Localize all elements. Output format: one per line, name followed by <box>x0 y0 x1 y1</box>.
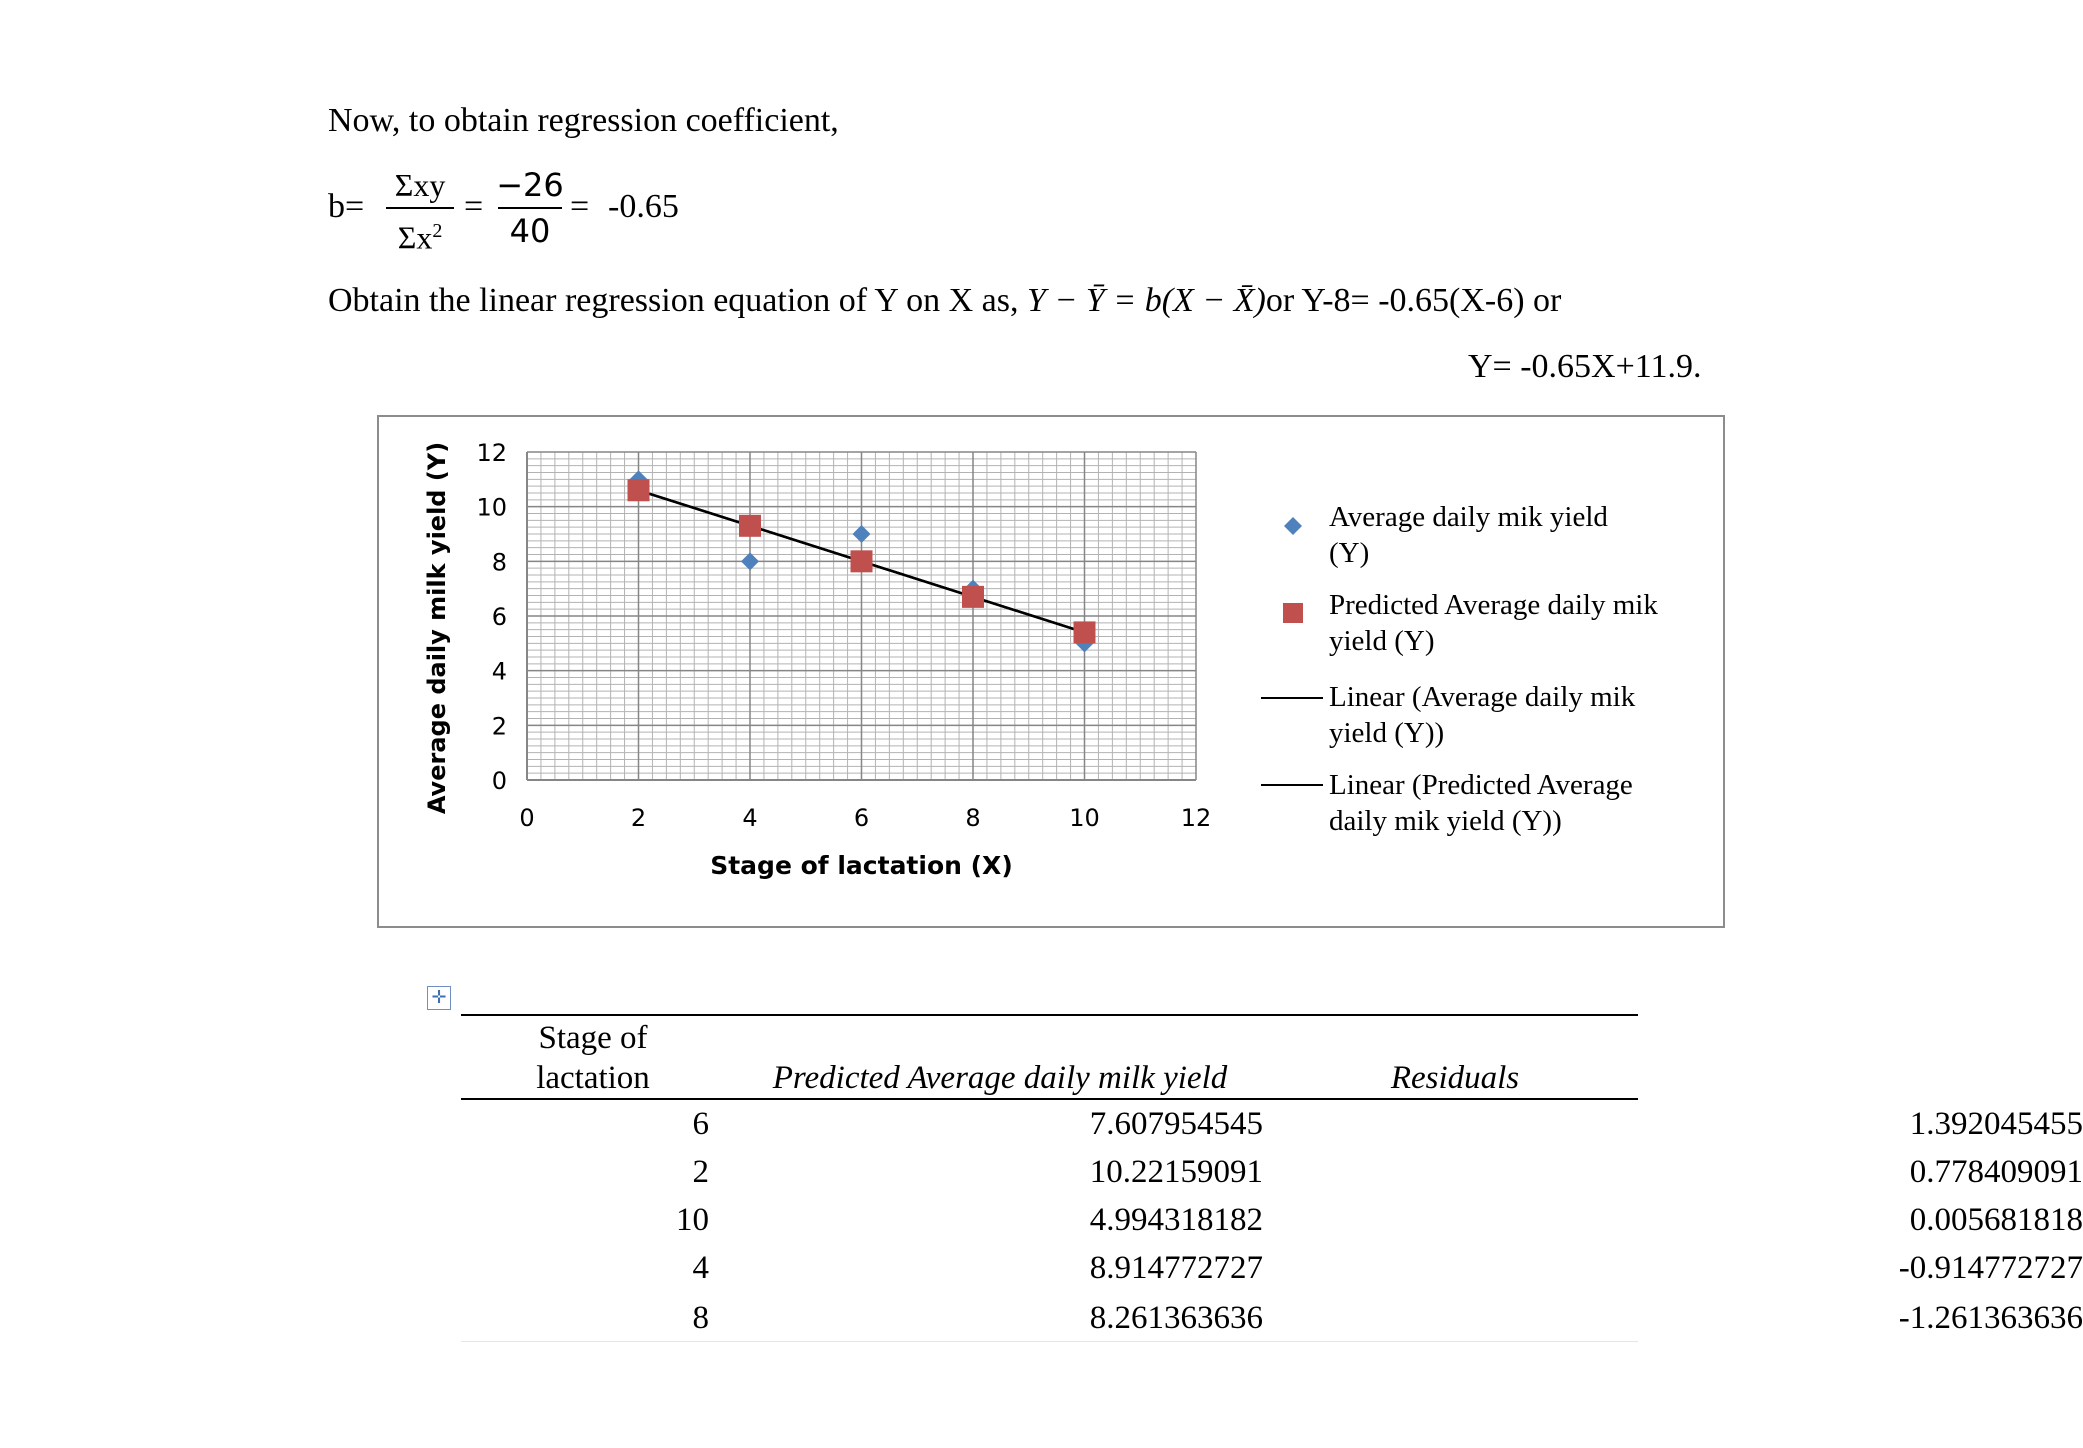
header-stage-line: lactation <box>536 1060 650 1096</box>
legend-label: Linear (Predicted Average <box>1329 769 1633 801</box>
denominator-base: Σx <box>397 219 433 256</box>
cell-predicted: 8.261363636 <box>1089 1300 1263 1336</box>
fraction-values <box>498 166 562 250</box>
legend-label: (Y) <box>1329 537 1370 569</box>
residual-value: 1.392045455 <box>1909 1106 2083 1142</box>
fraction-sums-numerator: Σxy <box>394 167 446 203</box>
table-row <box>461 1202 2083 1246</box>
x-tick-label: 4 <box>742 804 758 832</box>
table-header-stage <box>461 1018 725 1098</box>
table-move-handle-icon[interactable]: ✛ <box>427 986 451 1010</box>
y-tick-label: 12 <box>476 439 507 467</box>
table-header-residuals: Residuals <box>1390 1060 1520 1096</box>
table-row <box>461 1250 2083 1294</box>
data-point-predicted <box>851 550 873 572</box>
table-row <box>461 1154 2083 1198</box>
fraction-bar <box>498 207 562 209</box>
legend-label: yield (Y) <box>1329 625 1435 657</box>
table-row <box>461 1106 2083 1150</box>
y-tick-label: 6 <box>491 603 507 631</box>
cell-stage: 6 <box>692 1106 709 1142</box>
cell-predicted: 7.607954545 <box>1089 1106 1263 1142</box>
residual-value: -0.914772727 <box>1898 1250 2083 1286</box>
cell-stage: 4 <box>692 1250 709 1286</box>
cell-residual <box>1311 1154 2083 1191</box>
y-tick-label: 4 <box>491 657 507 686</box>
y-tick-label: 10 <box>476 493 507 522</box>
intro-text: Now, to obtain regression coefficient, <box>328 102 839 139</box>
x-axis-title: Stage of lactation (X) <box>710 851 1013 880</box>
header-stage-line: Stage of <box>538 1020 648 1056</box>
regression-equation-line <box>328 282 1561 320</box>
data-point-predicted <box>739 515 761 537</box>
y-tick-label: 2 <box>491 712 507 741</box>
equation-prefix: Obtain the linear regression equation of Y on X as, <box>328 282 1028 319</box>
x-tick-label: 8 <box>965 804 981 832</box>
data-point-observed <box>853 525 871 543</box>
residual-value: 0.778409091 <box>1909 1154 2083 1190</box>
legend-label: Predicted Average daily mik <box>1329 589 1658 621</box>
data-point-observed <box>741 552 759 570</box>
cell-predicted: 8.914772727 <box>1089 1250 1263 1286</box>
data-point-predicted <box>628 479 650 501</box>
cell-stage: 8 <box>692 1300 709 1336</box>
residual-value: 0.005681818 <box>1909 1202 2083 1238</box>
x-tick-label: 0 <box>519 804 535 832</box>
data-point-predicted <box>1074 621 1096 643</box>
residual-value: -1.261363636 <box>1898 1300 2083 1336</box>
table-header-rule <box>461 1098 1638 1100</box>
table-row <box>461 1300 2083 1344</box>
final-equation: Y= -0.65X+11.9. <box>1468 348 1702 385</box>
equals-sign-2: = <box>570 188 590 225</box>
fraction-values-denominator: 40 <box>509 212 551 250</box>
fraction-sums <box>386 166 454 257</box>
legend-label: Average daily mik yield <box>1329 501 1608 533</box>
fraction-bar <box>386 207 454 209</box>
y-axis-title: Average daily milk yield (Y) <box>423 441 451 815</box>
cell-residual <box>1311 1106 2083 1143</box>
equation-math: Y − Ȳ = b(X − X̄) <box>1027 282 1266 319</box>
x-tick-label: 6 <box>853 804 870 832</box>
x-tick-label: 10 <box>1069 804 1100 832</box>
cell-residual <box>1311 1202 2083 1239</box>
legend-item-predicted <box>1329 587 1658 659</box>
legend-symbol-diamond <box>1284 517 1302 535</box>
cell-residual <box>1311 1300 2083 1337</box>
y-tick-label: 0 <box>491 767 507 795</box>
legend-label: yield (Y)) <box>1329 717 1445 749</box>
data-point-predicted <box>962 586 984 608</box>
cell-residual <box>1311 1250 2083 1287</box>
cell-stage: 10 <box>676 1202 709 1238</box>
equals-sign-1: = <box>464 188 484 225</box>
cell-predicted: 10.22159091 <box>1089 1154 1263 1190</box>
legend-label: Linear (Average daily mik <box>1329 681 1636 713</box>
denominator-exponent: 2 <box>432 220 443 242</box>
chart-frame <box>377 415 1725 928</box>
legend-label: daily mik yield (Y)) <box>1329 805 1562 837</box>
x-tick-label: 12 <box>1180 804 1212 832</box>
fraction-sums-denominator <box>398 212 443 257</box>
scatter-chart <box>379 417 1723 926</box>
legend-item-linear-predicted <box>1329 767 1633 839</box>
table-header-predicted: Predicted Average daily milk yield <box>772 1060 1228 1096</box>
fraction-values-numerator: −26 <box>496 166 564 204</box>
cell-predicted: 4.994318182 <box>1089 1202 1263 1238</box>
equation-suffix: or Y-8= -0.65(X-6) or <box>1265 282 1562 319</box>
y-tick-label: 8 <box>491 548 507 577</box>
legend-item-linear-observed <box>1329 679 1635 751</box>
cell-stage: 2 <box>692 1154 709 1190</box>
formula-lhs: b= <box>328 188 365 225</box>
table-top-rule <box>461 1014 1638 1016</box>
legend-item-observed <box>1329 499 1608 571</box>
legend-symbol-square <box>1283 603 1303 623</box>
x-tick-label: 2 <box>630 804 647 832</box>
coefficient-result: -0.65 <box>608 188 679 225</box>
